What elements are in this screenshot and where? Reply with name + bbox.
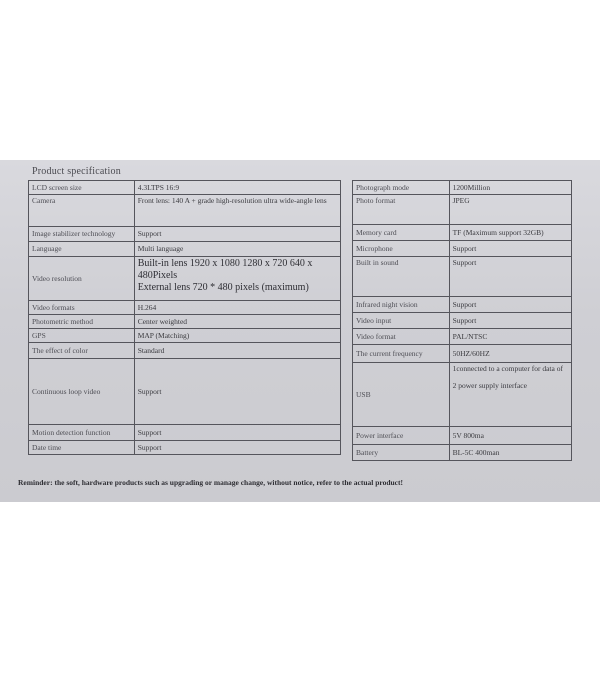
table-row xyxy=(29,441,341,455)
table-row xyxy=(29,242,341,257)
table-row xyxy=(353,445,572,461)
spec-label: Continuous loop video xyxy=(29,359,135,425)
spec-label: Language xyxy=(29,242,135,257)
table-row xyxy=(353,313,572,329)
table-row xyxy=(29,343,341,359)
spec-label: Photometric method xyxy=(29,315,135,329)
spec-value-extra: 2 power supply interface xyxy=(452,381,527,391)
spec-label: Image stabilizer technology xyxy=(29,227,135,242)
table-row xyxy=(353,257,572,297)
table-row xyxy=(29,359,341,425)
spec-value: 5V 800ma xyxy=(449,427,571,445)
spec-value: 4.3LTPS 16:9 xyxy=(134,181,340,195)
table-row xyxy=(29,227,341,242)
table-row xyxy=(353,345,572,363)
spec-label: Video resolution xyxy=(29,257,135,301)
spec-value-cell xyxy=(449,363,571,427)
spec-label: Camera xyxy=(29,195,135,227)
table-row xyxy=(29,195,341,227)
spec-value: Support xyxy=(449,241,571,257)
spec-sheet-photo xyxy=(0,160,600,502)
table-row xyxy=(353,181,572,195)
spec-value: Support xyxy=(134,359,340,425)
table-row xyxy=(29,257,341,301)
spec-value: Built-in lens 1920 x 1080 1280 x 720 640 x 480Pixels xyxy=(137,258,313,281)
table-row xyxy=(353,329,572,345)
spec-value: BL-5C 400man xyxy=(449,445,571,461)
table-row xyxy=(353,427,572,445)
table-row xyxy=(353,241,572,257)
spec-label: Date time xyxy=(29,441,135,455)
table-row xyxy=(353,297,572,313)
spec-value: Support xyxy=(449,257,571,297)
spec-value: Support xyxy=(134,227,340,242)
spec-value: Support xyxy=(134,441,340,455)
spec-label: The current frequency xyxy=(353,345,450,363)
spec-value: 1connected to a computer for data of xyxy=(452,364,563,373)
reminder-note: Reminder: the soft, hardware products such as upgrading or manage change, without notice, refer to the actual product! xyxy=(18,478,403,487)
table-row xyxy=(29,315,341,329)
spacer xyxy=(453,373,568,381)
spec-label: Motion detection function xyxy=(29,425,135,441)
spec-label: Photo format xyxy=(353,195,450,225)
spec-label: Battery xyxy=(353,445,450,461)
spec-label: Built in sound xyxy=(353,257,450,297)
spec-label: Memory card xyxy=(353,225,450,241)
spec-label: Video formats xyxy=(29,301,135,315)
table-row xyxy=(353,225,572,241)
spec-label: Video format xyxy=(353,329,450,345)
table-row xyxy=(353,195,572,225)
spec-label: Video input xyxy=(353,313,450,329)
table-row xyxy=(29,181,341,195)
spec-value: TF (Maximum support 32GB) xyxy=(449,225,571,241)
spec-value: Center weighted xyxy=(134,315,340,329)
spec-label: GPS xyxy=(29,329,135,343)
spec-value: MAP (Matching) xyxy=(134,329,340,343)
table-row xyxy=(29,329,341,343)
spec-value: Front lens: 140 A + grade high-resolution ultra wide-angle lens xyxy=(134,195,340,227)
spec-value: PAL/NTSC xyxy=(449,329,571,345)
spec-value: JPEG xyxy=(449,195,571,225)
page-title: Product specification xyxy=(32,166,121,177)
spec-value: Support xyxy=(134,425,340,441)
spec-value-cell xyxy=(134,257,340,301)
spec-label: Photograph mode xyxy=(353,181,450,195)
spec-value: Support xyxy=(449,313,571,329)
spec-table-left xyxy=(28,180,341,455)
spec-value: Multi language xyxy=(134,242,340,257)
spec-label: Microphone xyxy=(353,241,450,257)
spec-value-extra: External lens 720 * 480 pixels (maximum) xyxy=(137,282,309,293)
spec-label: Power interface xyxy=(353,427,450,445)
spec-label: LCD screen size xyxy=(29,181,135,195)
table-row xyxy=(29,425,341,441)
spec-value: H.264 xyxy=(134,301,340,315)
spec-value: Support xyxy=(449,297,571,313)
spec-value: Standard xyxy=(134,343,340,359)
spec-value: 1200Million xyxy=(449,181,571,195)
spec-label: Infrared night vision xyxy=(353,297,450,313)
spec-label: The effect of color xyxy=(29,343,135,359)
spec-value: 50HZ/60HZ xyxy=(449,345,571,363)
table-row xyxy=(29,301,341,315)
spec-table-right xyxy=(352,180,572,461)
spec-label: USB xyxy=(353,363,450,427)
table-row xyxy=(353,363,572,427)
